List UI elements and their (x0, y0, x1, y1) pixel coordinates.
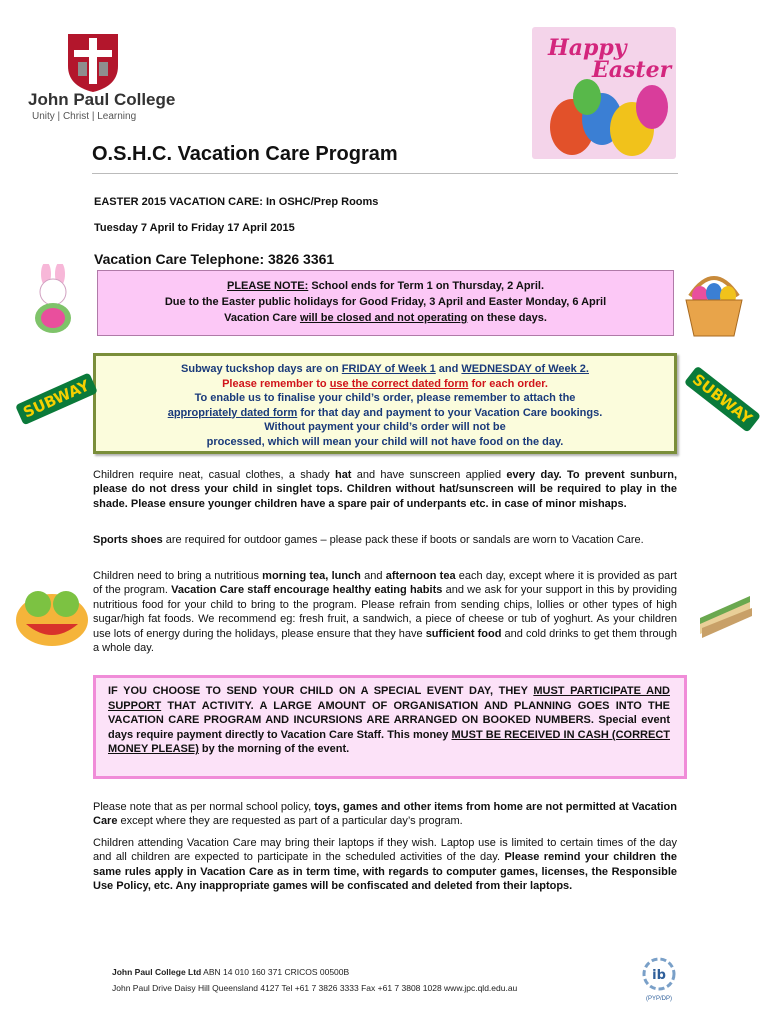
brand-name: John Paul College (28, 90, 176, 109)
subway-finalise-line: To enable us to finalise your child’s order, please remember to attach the (194, 392, 576, 404)
subway-logo-left: SUBWAY (15, 373, 98, 426)
clothing-sunburn-rule: . To prevent sunburn, please do not dress your child in singlet tops. Children without hat/sunscreen will be required to play in the shade. Please ensure younger children have a spare pair of underpants etc. in case of minor mishaps. (93, 469, 677, 510)
toys-text-2: except where they are requested as part of a particular day’s program. (117, 815, 463, 828)
easter-word-happy: Happy (548, 35, 627, 61)
event-text-2: THAT ACTIVITY. A LARGE AMOUNT OF ORGANISATION AND PLANNING GOES INTO THE VACATION CARE PROGRAM AND INCURSIONS ARE ARRANGED ON BOOKED NUMBERS. Special event days require payment directly to Vacation Care Staff. This money (108, 699, 670, 741)
subway-form-suffix: for each order. (468, 377, 548, 390)
brand-tagline: Unity | Christ | Learning (32, 111, 137, 122)
sports-shoes-paragraph (93, 533, 677, 547)
ib-logo (640, 957, 678, 1001)
clothing-text: Children require neat, casual clothes, a shady (93, 469, 335, 481)
toys-text-1: Please note that as per normal school policy, (93, 801, 315, 813)
footer-address: John Paul Drive Daisy Hill Queensland 4127 Tel +61 7 3826 3333 Fax +61 7 3808 1028 www.jpc.qld.edu.au (112, 983, 518, 993)
subway-day-1: FRIDAY of Week 1 (341, 363, 436, 375)
clothing-every-day: every day (506, 469, 559, 481)
subway-no-payment-line: Without payment your child’s order will not be (264, 421, 506, 433)
subway-dated-form: appropriately dated form (167, 406, 298, 419)
please-note-box (97, 270, 674, 336)
easter-basket-image (680, 266, 748, 340)
svg-text:ib: ib (652, 968, 666, 983)
subway-no-food-line: processed, which will mean your child will not have food on the day. (206, 435, 564, 448)
toys-policy-paragraph (93, 800, 677, 829)
page-title: O.S.H.C. Vacation Care Program (92, 143, 398, 165)
title-divider (92, 173, 678, 174)
easter-word-easter: Easter (592, 57, 672, 83)
note-closed-suffix: on these days. (467, 312, 547, 324)
note-holidays: Due to the Easter public holidays for Good Friday, 3 April and Easter Monday, 6 April (164, 296, 607, 308)
food-paragraph (93, 569, 677, 655)
clothing-hat: hat (334, 469, 352, 481)
note-closed-prefix: Vacation Care (224, 312, 300, 324)
event-must-participate: MUST PARTICIPATE AND SUPPORT (108, 685, 670, 712)
note-closed-emphasis: will be closed and not operating (299, 312, 468, 324)
food-healthy-habits: Vacation Care staff encourage healthy eating habits (171, 584, 443, 597)
laptop-paragraph (93, 836, 677, 894)
event-text-1: IF YOU CHOOSE TO SEND YOUR CHILD ON A SPECIAL EVENT DAY, THEY (108, 685, 534, 697)
subway-logo-right: SUBWAY (684, 366, 761, 433)
food-afternoon-tea: afternoon tea (385, 570, 456, 582)
program-location-line: EASTER 2015 VACATION CARE: In OSHC/Prep Rooms (94, 196, 379, 208)
fruit-face-image (14, 580, 90, 650)
footer-org-line (112, 967, 349, 977)
food-text-5: and cold drinks to get them through a whole day. (93, 627, 677, 655)
easter-bunny-image (22, 264, 86, 336)
food-text-2: and (360, 570, 386, 582)
clothing-paragraph (93, 468, 677, 511)
happy-easter-image (532, 27, 676, 159)
sandwich-image (696, 592, 754, 640)
note-term-end: School ends for Term 1 on Thursday, 2 April. (308, 280, 545, 292)
ib-label: (PYP/DP) (645, 996, 672, 1002)
telephone-line: Vacation Care Telephone: 3826 3361 (94, 251, 335, 267)
subway-form-emphasis: use the correct dated form (329, 377, 469, 390)
please-note-label: PLEASE NOTE: (226, 280, 309, 292)
subway-days-and: and (435, 363, 462, 375)
food-text-3: each day, except where it is provided as part of the program. (93, 570, 677, 597)
footer-org-name: John Paul College Ltd (112, 967, 202, 977)
program-dates-line: Tuesday 7 April to Friday 17 April 2015 (94, 222, 295, 234)
event-cash: MUST BE RECEIVED IN CASH (CORRECT MONEY PLEASE) (108, 728, 670, 756)
laptop-text: Children attending Vacation Care may bring their laptops if they wish. Laptop use is limited to certain times of the day and all children are expected to participate in the scheduled activities of the day. (93, 837, 677, 864)
subway-days-prefix: Subway tuckshop days are on (181, 363, 342, 375)
sports-shoes-text: are required for outdoor games – please pack these if boots or sandals are worn to Vacation Care. (162, 534, 644, 546)
subway-day-2: WEDNESDAY of Week 2. (461, 363, 589, 375)
food-meals: morning tea, lunch (262, 570, 361, 582)
event-text-3: by the morning of the event. (198, 743, 350, 756)
food-text-1: Children need to bring a nutritious (93, 570, 263, 582)
food-text-4: and we ask for your support in this by providing nutritious food for your child to bring to the program. Please refrain from sending chips, lollies or other types of high sugar/high fat foods. We recommend eg: fresh fruit, a sandwich, a piece of cheese or tub of yoghurt. As your children use lots of energy during the holidays, please ensure that they have (93, 584, 677, 640)
laptop-rules: Please remind your children the same rules apply in Vacation Care as in term time, with regards to computer games, licenses, the Responsible Use Policy, etc. Any inappropriate games will be confiscated and deleted from their laptops. (93, 851, 677, 893)
college-crest-logo (64, 32, 122, 94)
special-event-box (93, 675, 687, 779)
footer-abn: ABN 14 010 160 371 CRICOS 00500B (201, 967, 350, 977)
subway-form-prefix: Please remember to (222, 377, 330, 390)
sports-shoes-label: Sports shoes (93, 534, 163, 546)
subway-payment-line: for that day and payment to your Vacation Care bookings. (297, 406, 603, 419)
food-sufficient: sufficient food (425, 627, 502, 640)
toys-not-permitted: toys, games and other items from home are not permitted at Vacation Care (93, 801, 677, 828)
clothing-text-2: and have sunscreen applied (351, 469, 507, 481)
subway-tuckshop-box (93, 353, 677, 454)
